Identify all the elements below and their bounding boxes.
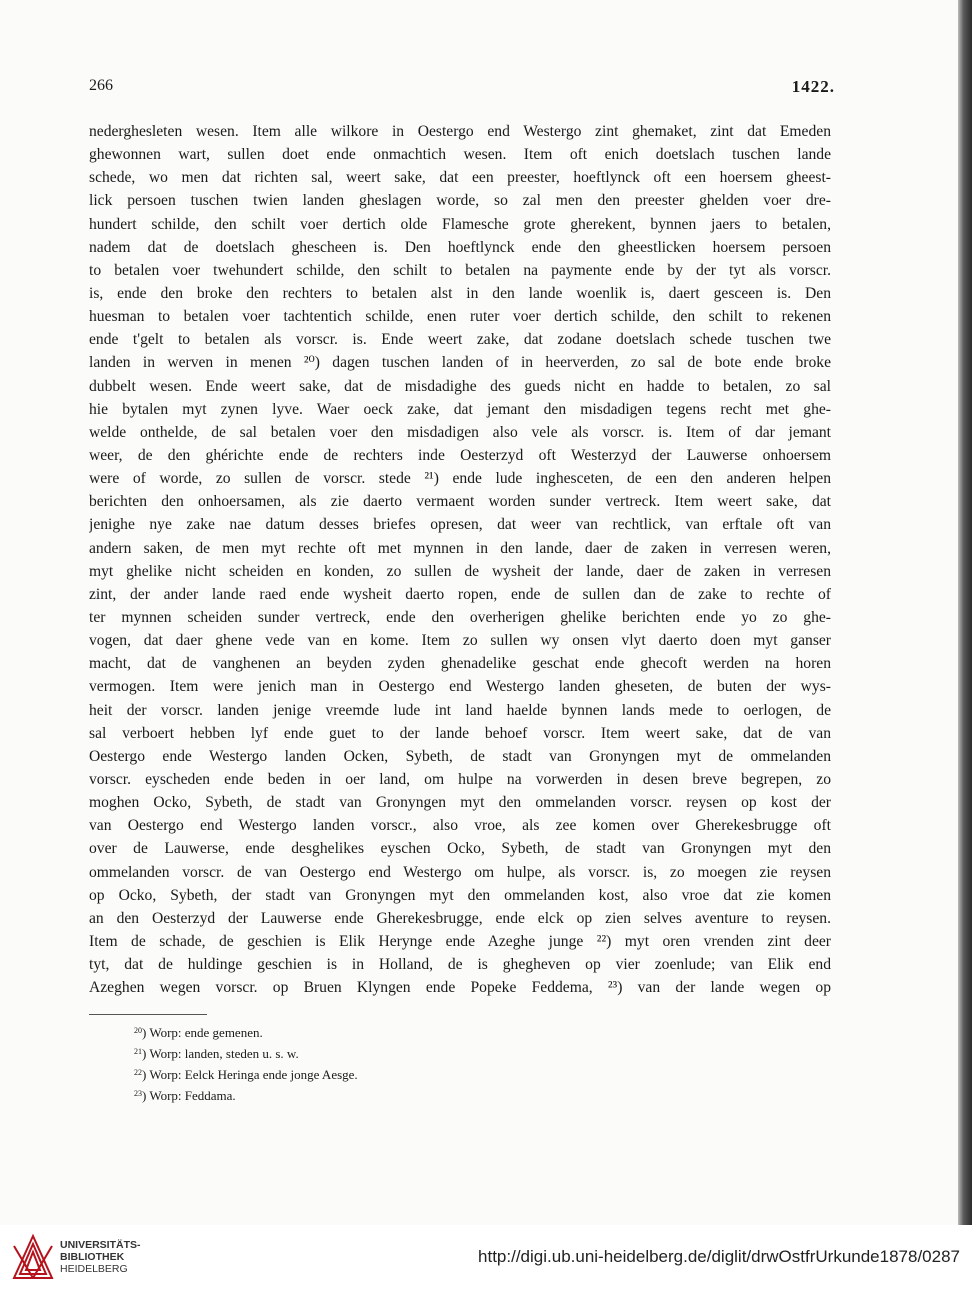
text-line: vermogen. Item were jenich man in Oestergo end Westergo landen gheseten, de buten der wys- xyxy=(89,678,831,696)
text-line: nederghesleten wesen. Item alle wilkore in Oestergo end Westergo zint ghemaket, zint dat Emeden xyxy=(89,123,831,140)
text-line: sal verboert hebben lyf ende guet to der lande behoef vorscr. Item weert sake, dat de van xyxy=(89,724,831,742)
text-line: weer, de den ghérichte ende de rechters inde Oesterzyd oft Westerzyd der Lauwerse onhoersem xyxy=(89,446,831,464)
footnote-text: ) Worp: ende gemenen. xyxy=(142,1025,263,1040)
footnote-text: ) Worp: Feddama. xyxy=(142,1088,236,1103)
text-line: lick persoen tuschen twien landen gheslagen worde, so zal men den preester ghelden voer dre- xyxy=(89,192,831,210)
page-header xyxy=(89,77,835,99)
footnotes xyxy=(134,1021,358,1105)
text-line: myt ghelike nicht scheiden en konden, zo sullen de wysheit der lande, daer de zaken in verresen xyxy=(89,562,831,580)
text-line: moghen Ocko, Sybeth, de stadt van Gronyngen myt den ommelanden vorscr. reysen op kost der xyxy=(89,794,831,812)
footnote xyxy=(134,1084,358,1105)
text-line: nadem dat de doetslach ghescheen is. Den hoeftlynck ende den gheestlicken hoersem persoen xyxy=(89,238,831,256)
text-line: hundert schilde, den schilt voer dertich olde Flamesche grote gherekent, bynnen jaers to betalen, xyxy=(89,215,831,233)
page-edge xyxy=(958,0,972,1225)
library-name-line3: HEIDELBERG xyxy=(60,1263,128,1275)
text-line: were of worde, zo sullen de vorscr. stede ²¹) ende lude inghesceten, de een den anderen helpen xyxy=(89,470,831,488)
text-line: schede, wo men dat richten sal, weert sake, dat een preester, hoeftlynck oft een hoersem gheest- xyxy=(89,169,831,187)
text-line: berichten den onhoersamen, als zie daerto vermaent worden sunder vertreck. Item weert sake, dat xyxy=(89,493,831,511)
page-year: 1422. xyxy=(791,77,835,96)
text-line: andern saken, de men myt rechte oft met mynnen in den lande, daer de zaken in verresen weren, xyxy=(89,539,831,557)
text-line: op Ocko, Sybeth, der stadt van Gronyngen myt den ommelanden kost, also vroe dat zie komen xyxy=(89,886,831,904)
text-line: Oestergo ende Westergo landen Ocken, Sybeth, de stadt van Gronyngen myt de ommelanden xyxy=(89,747,831,765)
text-line: over de Lauwerse, ende desghelikes eyschen Ocko, Sybeth, de stadt van Gronyngen myt den xyxy=(89,840,831,858)
footnote xyxy=(134,1021,358,1042)
text-line: an den Oesterzyd der Lauwerse ende Gherekesbrugge, ende elck op zien selves aventure to reysen. xyxy=(89,909,831,927)
footer-bar xyxy=(0,1225,972,1289)
footnote-mark: 23 xyxy=(134,1089,142,1098)
text-line: welde onthelde, de sal betalen voer den misdadigen also vele als vorscr. is. Item of dar jemant xyxy=(89,423,831,441)
source-url[interactable]: http://digi.ub.uni-heidelberg.de/diglit/drwOstfrUrkunde1878/0287 xyxy=(478,1247,960,1266)
university-library-logo-icon xyxy=(10,1232,56,1282)
footnote-rule xyxy=(89,1014,207,1015)
text-line: huesman to betalen voer tachtentich schilde, enen ruter voer dertich schilde, den schilt to rekenen xyxy=(89,308,831,326)
text-line: tyt, dat de huldinge geschien is in Holland, de is ghegheven op vier zoenlude; van Elik end xyxy=(89,956,831,974)
text-line: jenighe nye zake nae datum desses briefes opresen, dat weer van rechtlick, van erftale oft van xyxy=(89,516,831,534)
text-line: van Oestergo end Westergo landen vorscr., also vroe, als zee komen over Gherekesbrugge oft xyxy=(89,817,831,835)
text-line: landen in werven in menen ²⁰) dagen tuschen landen of in heerverden, zo sal de bote ende broke xyxy=(89,354,831,372)
text-line: zint, der ander lande raed ende wysheit daerto ropen, ende de sullen dan de zake to rechte of xyxy=(89,585,831,603)
text-line: is, ende den broke den rechters to betalen alst in den lande woenlik is, daert gesceen is. Den xyxy=(89,284,831,302)
footnote xyxy=(134,1042,358,1063)
library-name-line2: BIBLIOTHEK xyxy=(60,1251,125,1263)
text-line: ghewonnen wart, sullen doet ende onmachtich wesen. Item oft enich doetslach tuschen lande xyxy=(89,146,831,164)
library-name-line1: UNIVERSITÄTS- xyxy=(60,1239,141,1251)
footnote-text: ) Worp: landen, steden u. s. w. xyxy=(142,1046,299,1061)
text-line: hie bytalen myt zynen lyve. Waer oeck zake, dat jemant den misdadigen tegens recht met ghe- xyxy=(89,400,831,418)
text-line: vorscr. eyscheden ende beden in oer land, om hulpe na vorwerden in desen breve begrepen, zo xyxy=(89,770,831,788)
text-line: Azeghen wegen vorscr. op Bruen Klyngen ende Popeke Feddema, ²³) van der lande wegen op xyxy=(89,979,831,997)
text-line: macht, dat de vanghenen an beyden zyden ghenadelike geschat ende ghecoft werden na horen xyxy=(89,655,831,673)
footnote-text: ) Worp: Eelck Heringa ende jonge Aesge. xyxy=(142,1067,358,1082)
text-line: Item de schade, de geschien is Elik Herynge ende Azeghe junge ²²) myt oren vrenden zint deer xyxy=(89,932,831,950)
footnote-mark: 22 xyxy=(134,1068,142,1077)
page-number: 266 xyxy=(89,77,113,94)
library-name xyxy=(60,1239,141,1275)
text-line: heit der vorscr. landen jenige vreemde lude int land haelde bynnen lands mede to oerlogen, de xyxy=(89,701,831,719)
footnote-mark: 21 xyxy=(134,1047,142,1056)
body-text xyxy=(89,120,831,999)
text-line: dubbelt wesen. Ende weert sake, dat de misdadighe des gueds nicht en hadde to betalen, zo sal xyxy=(89,377,831,395)
text-line: vogen, dat daer ghene vede van en kome. Item zo sullen wy onsen vlyt daerto doen myt ganser xyxy=(89,632,831,650)
text-line: ommelanden vorscr. de van Oestergo end Westergo om hulpe, als vorscr. is, zo moegen zie reysen xyxy=(89,863,831,881)
footnote xyxy=(134,1063,358,1084)
text-line: ter mynnen scheiden sunder vertreck, ende den overherigen ghelike berichten ende yo zo ghe- xyxy=(89,608,831,626)
text-line: to betalen voer twehundert schilde, den schilt to betalen na paymente ende by der tyt als vorscr. xyxy=(89,261,831,279)
text-line: ende t'gelt to betalen als vorscr. is. Ende weert zake, dat zodane doetslach schede tuschen twe xyxy=(89,331,831,349)
footnote-mark: 20 xyxy=(134,1026,142,1035)
